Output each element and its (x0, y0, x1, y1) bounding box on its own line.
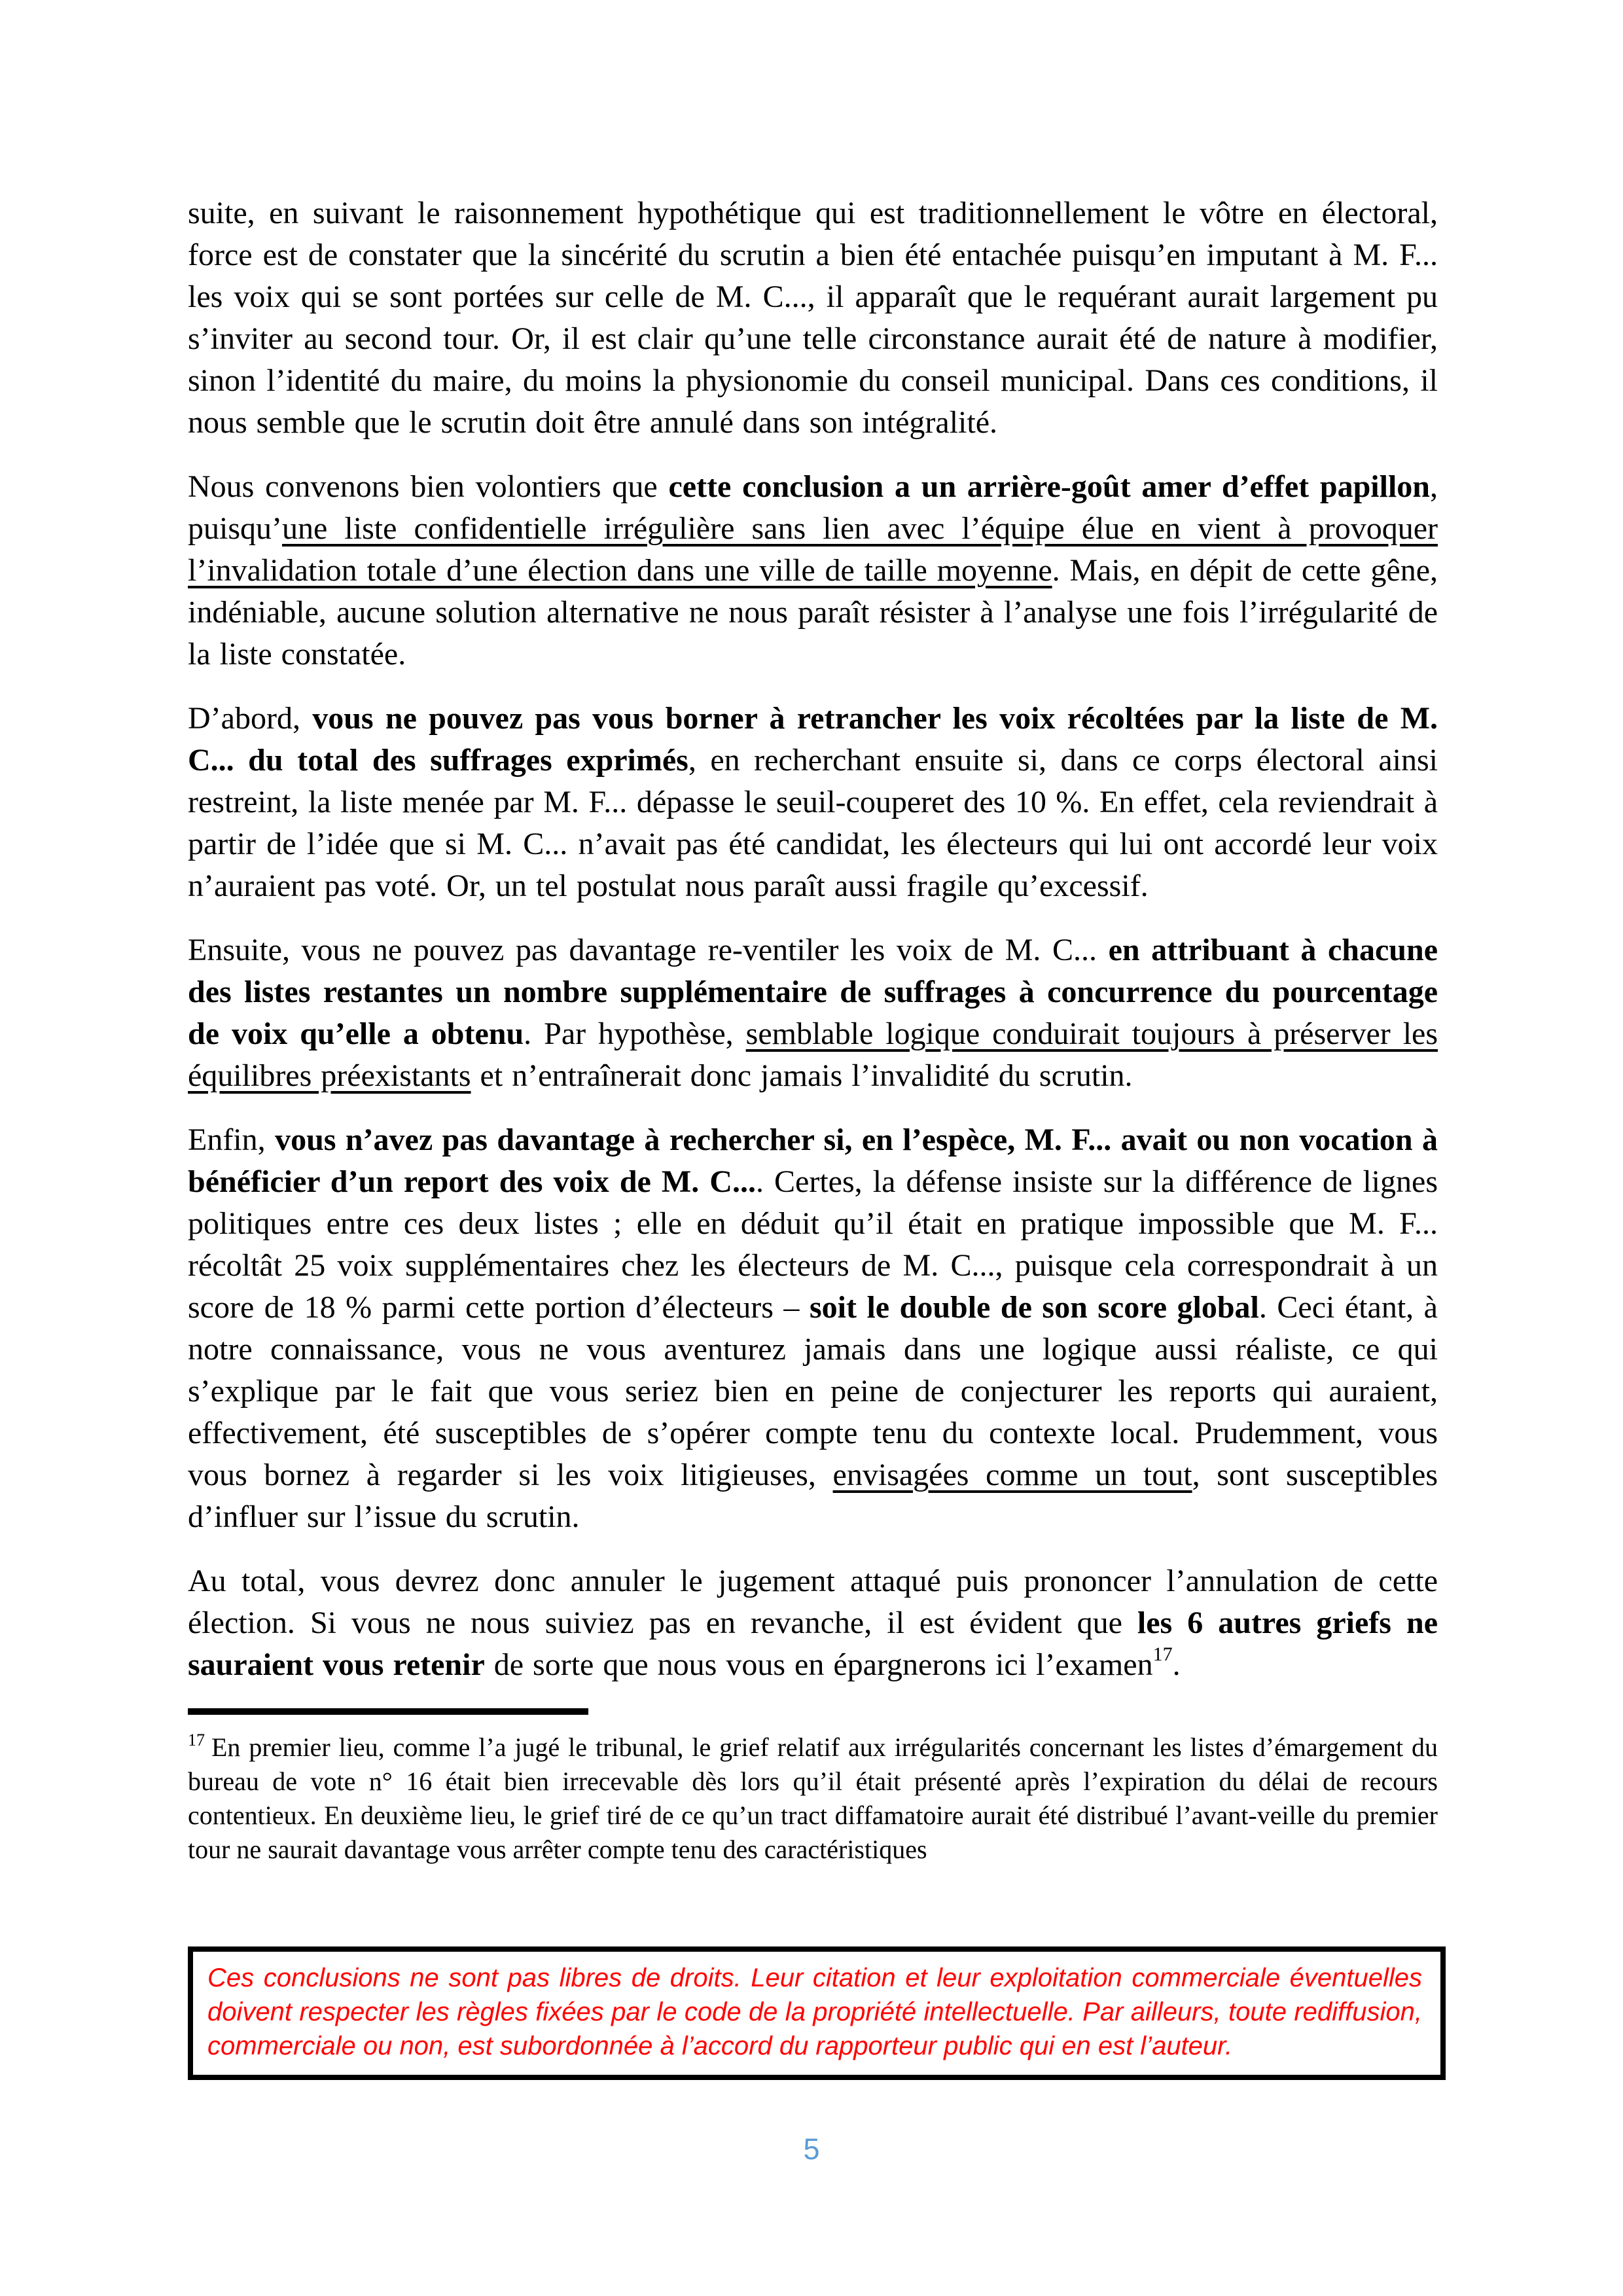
text-run: les 6 autres griefs ne sauraient vous retenir (188, 1605, 1438, 1682)
body-paragraph (188, 192, 1438, 444)
text-run: cette conclusion a un arrière-goût amer d’effet papillon (668, 469, 1430, 504)
body-paragraph (188, 929, 1438, 1097)
text-run: vous n’avez pas davantage à rechercher si, en l’espèce, M. F... avait ou non vocation à bénéficier d’un report des voix de M. C... (188, 1122, 1438, 1199)
text-run: . Par hypothèse, (524, 1016, 746, 1051)
text-run: . Ceci étant, à notre connaissance, vous ne vous aventurez jamais dans une logique aussi réaliste, ce qui s’explique par le fait que vous seriez bien en peine de conjecturer les reports qui auraient, effectivement, été susceptibles de s’opérer compte tenu du contexte local. Prudemment, vous vous bornez à regarder si les voix litigieuses, (188, 1290, 1438, 1492)
body-paragraph (188, 1560, 1438, 1686)
text-run: , sont susceptibles d’influer sur l’issue du scrutin. (188, 1458, 1438, 1534)
page-number: 5 (803, 2132, 820, 2166)
text-run: vous ne pouvez pas vous borner à retrancher les voix récoltées par la liste de M. C... du total des suffrages exprimés (188, 701, 1438, 778)
text-run: Enfin, (188, 1122, 276, 1157)
text-run: Nous convenons bien volontiers que (188, 469, 669, 504)
footnote-17 (188, 1731, 1438, 1867)
text-run: . Certes, la défense insiste sur la différence de lignes politiques entre ces deux listes ; elle en déduit qu’il était en pratique impossible que M. F... récoltât 25 voix supplémentaires chez les électeurs de M. C..., puisque cela correspondrait à un score de 18 % parmi cette portion d’électeurs – (188, 1164, 1438, 1325)
body-paragraph (188, 466, 1438, 675)
text-run: Au total, vous devrez donc annuler le jugement attaqué puis prononcer l’annulation de cette élection. Si vous ne nous suiviez pas en revanche, il est évident que (188, 1564, 1438, 1640)
text-run: de sorte que nous vous en épargnerons ici l’examen (484, 1647, 1153, 1682)
body-paragraph (188, 1119, 1438, 1538)
text-run: envisagées comme un tout (832, 1458, 1192, 1492)
text-run: D’abord, (188, 701, 313, 736)
text-run: . (1172, 1647, 1181, 1682)
text-run: en attribuant à chacune des listes restantes un nombre supplémentaire de suffrages à concurrence du pourcentage de voix qu’elle a obtenu (188, 933, 1438, 1051)
text-run: Ensuite, vous ne pouvez pas davantage re-ventiler les voix de M. C... (188, 933, 1109, 967)
text-run: et n’entraînerait donc jamais l’invalidité du scrutin. (471, 1058, 1133, 1093)
text-run: soit le double de son score global (809, 1290, 1259, 1325)
footnote-reference: 17 (1152, 1643, 1173, 1665)
text-run: semblable logique conduirait toujours à préserver les équilibres préexistants (188, 1016, 1438, 1093)
copyright-notice-box (188, 1946, 1446, 2080)
document-body (188, 192, 1438, 1686)
text-run: une liste confidentielle irrégulière sans lien avec l’équipe élue en vient à provoquer l’invalidation totale d’une élection dans une ville de taille moyenne (188, 511, 1438, 588)
footnote-text: En premier lieu, comme l’a jugé le tribunal, le grief relatif aux irrégularités concernant les listes d’émargement du bureau de vote n° 16 était bien irrecevable dès lors qu’il était présenté après l’expiration du délai de recours contentieux. En deuxième lieu, le grief tiré de ce qu’un tract diffamatoire aurait été distribué l’avant-veille du premier tour ne saurait davantage vous arrêter compte tenu des caractéristiques (188, 1732, 1438, 1864)
footnote-marker: 17 (188, 1731, 205, 1749)
text-run: , en recherchant ensuite si, dans ce corps électoral ainsi restreint, la liste menée par M. F... dépasse le seuil-couperet des 10 %. En effet, cela reviendrait à partir de l’idée que si M. C... n’avait pas été candidat, les électeurs qui lui ont accordé leur voix n’auraient pas voté. Or, un tel postulat nous paraît aussi fragile qu’excessif. (188, 743, 1438, 903)
footnote-separator (188, 1708, 588, 1715)
body-paragraph (188, 698, 1438, 907)
text-run: suite, en suivant le raisonnement hypothétique qui est traditionnellement le vôtre en électoral, force est de constater que la sincérité du scrutin a bien été entachée puisqu’en imputant à M. F... les voix qui se sont portées sur celle de M. C..., il apparaît que le requérant aurait largement pu s’inviter au second tour. Or, il est clair qu’une telle circonstance aurait été de nature à modifier, sinon l’identité du maire, du moins la physionomie du conseil municipal. Dans ces conditions, il nous semble que le scrutin doit être annulé dans son intégralité. (188, 196, 1438, 440)
text-run: . Mais, en dépit de cette gêne, indéniable, aucune solution alternative ne nous paraît résister à l’analyse une fois l’irrégularité de la liste constatée. (188, 553, 1438, 672)
copyright-notice-text: Ces conclusions ne sont pas libres de droits. Leur citation et leur exploitation commerciale éventuelles doivent respecter les règles fixées par le code de la propriété intellectuelle. Par ailleurs, toute rediffusion, commerciale ou non, est subordonnée à l’accord du rapporteur public qui en est l’auteur. (207, 1964, 1422, 2060)
text-run: , puisqu’ (188, 469, 1438, 546)
